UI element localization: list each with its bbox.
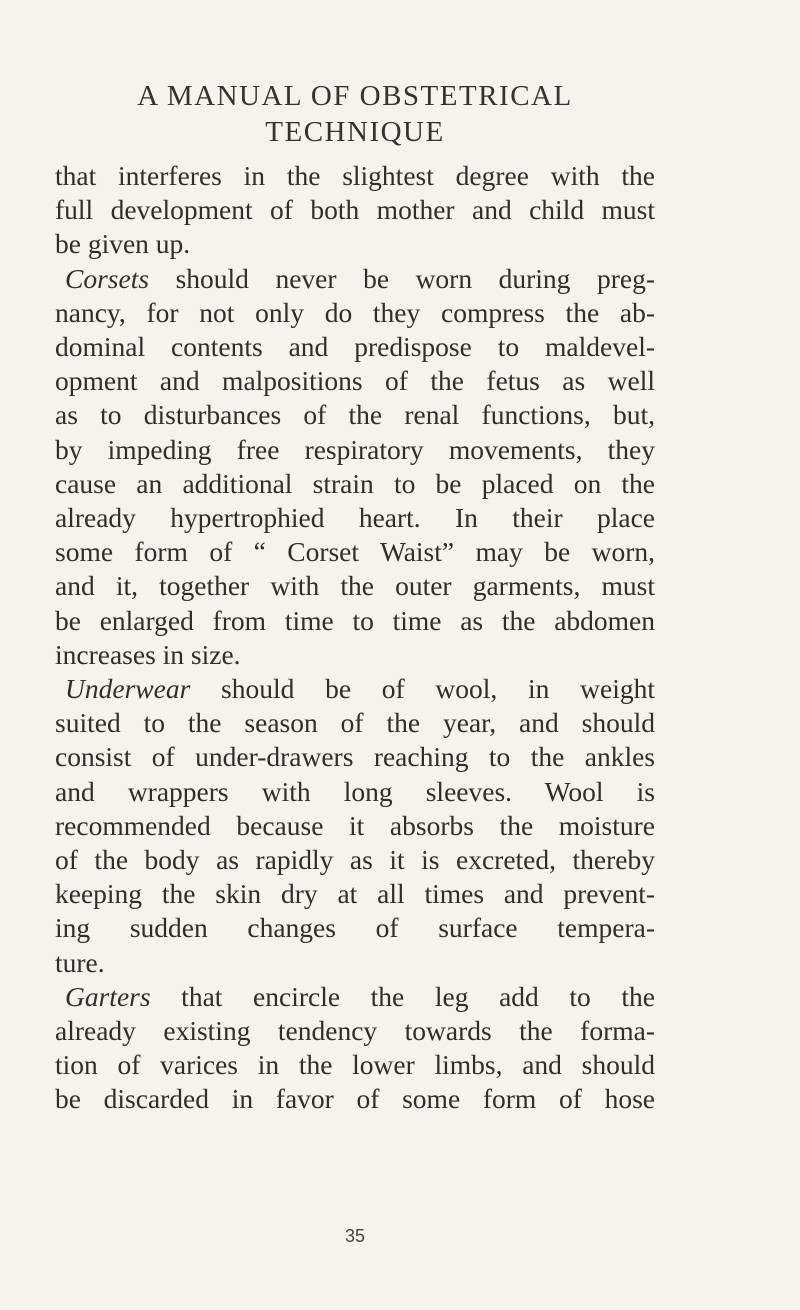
paragraph-continuation [55,159,655,262]
text-line: by impeding free respiratory movements, they [55,433,655,465]
text-line: nancy, for not only do they compress the ab- [55,296,655,328]
text-line: that interferes in the slightest degree with the [55,160,655,191]
text-line: already hypertrophied heart. In their place [55,502,655,534]
text-line: opment and malpositions of the fetus as well [55,365,655,397]
book-page [55,78,655,1278]
text-line: keeping the skin dry at all times and prevent- [55,878,655,910]
paragraph-garters [55,980,655,1117]
paragraph-corsets [55,262,655,672]
running-title: A MANUAL OF OBSTETRICAL TECHNIQUE [137,80,573,148]
text-line: and wrappers with long sleeves. Wool is [55,775,655,807]
text-line: be given up. [55,228,191,260]
text-line: ing sudden changes of surface tempera- [55,912,655,944]
text-line: be discarded in favor of some form of hose [55,1083,655,1115]
text-line: be enlarged from time to time as the abdomen [55,604,655,636]
text-line: as to disturbances of the renal functions, but, [55,399,655,431]
text-line-rest: should be of wool, in weight [190,673,655,705]
text-line: of the body as rapidly as it is excreted, thereby [55,844,655,876]
text-line: recommended because it absorbs the moisture [55,809,655,841]
text-line: already existing tendency towards the forma- [55,1015,655,1047]
text-line: increases in size. [55,638,241,670]
text-line: suited to the season of the year, and should [55,707,655,739]
text-line: consist of under-drawers reaching to the ankles [55,741,655,773]
text-line-rest: should never be worn during preg- [149,262,655,294]
text-line: tion of varices in the lower limbs, and should [55,1049,655,1081]
paragraph-underwear [55,672,655,980]
text-line: some form of “ Corset Waist” may be worn, [55,536,655,568]
term-garters: Garters [65,980,151,1012]
text-line-rest: that encircle the leg add to the [150,980,655,1012]
text-line: and it, together with the outer garments, must [55,570,655,602]
page-number: 35 [344,1226,366,1246]
text-line-first [55,262,655,296]
term-corsets: Corsets [65,262,150,294]
body-text [55,159,655,1117]
text-line: full development of both mother and child must [55,194,655,226]
text-line-first [55,672,655,706]
text-line: ture. [55,946,105,978]
text-line-first [55,980,655,1014]
text-line: dominal contents and predispose to maldevel- [55,331,655,363]
text-line: cause an additional strain to be placed on the [55,467,655,499]
term-underwear: Underwear [65,673,191,705]
